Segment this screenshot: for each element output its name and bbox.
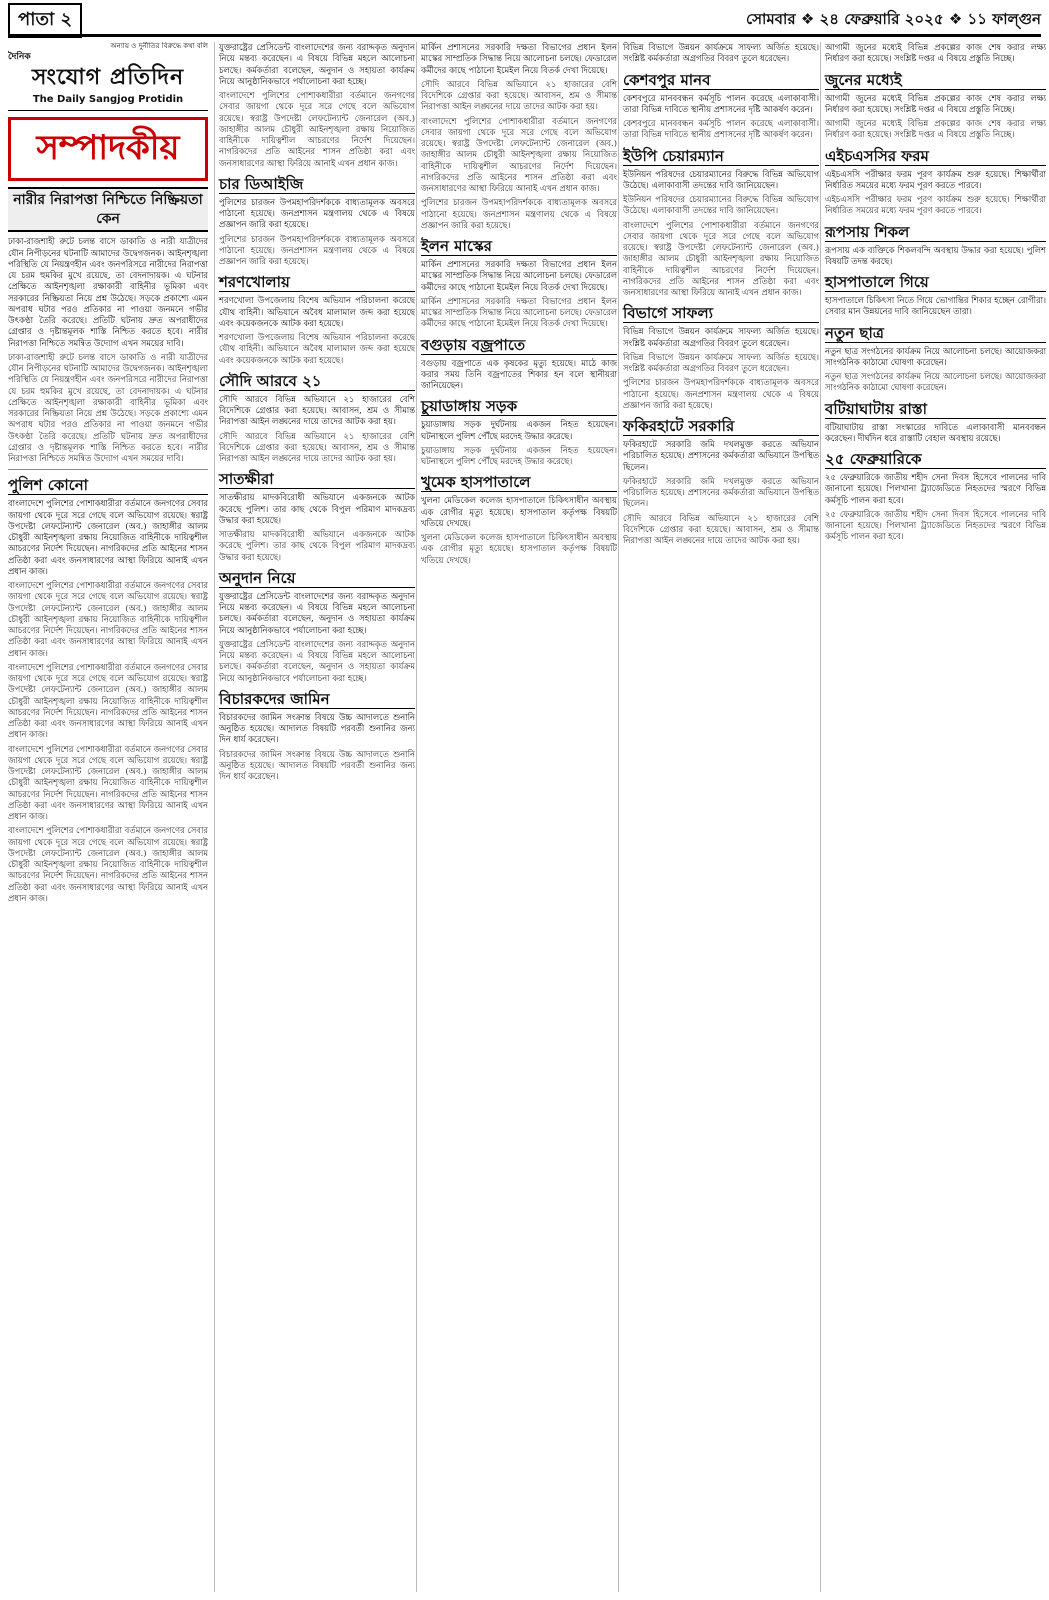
- column-4: [618, 42, 819, 1592]
- article-title: নতুন ছাত্র: [825, 324, 1046, 343]
- editorial-body: ঢাকা-রাজশাহী রুটে চলন্ত বাসে ডাকাতি ও নারী যাত্রীদের যৌন নিপীড়নের ঘটনাটি আমাদের উদ্বেগজনক। আইনশৃঙ্খলা পরিস্থিতি যে নিয়ন্ত্রণহীন এবং জনপরিসরে নারীদের নিরাপত্তা যে চরম হুমকির মুখে রয়েছে, তা বেদনাদায়ক। এ ঘটনার প্রেক্ষিতে আইনশৃঙ্খলা রক্ষাকারী বাহিনীর ভূমিকা এবং সরকারের নিষ্ক্রিয়তা নিয়ে প্রশ্ন উঠেছে। সড়কে প্রকাশ্যে এমন অপরাধ ঘটার পরও প্রতিকার না পাওয়া জনমনে গভীর উৎকণ্ঠা তৈরি করেছে। প্রতিটি ঘটনায় দ্রুত অপরাধীদের গ্রেপ্তার ও দৃষ্টান্তমূলক শাস্তি নিশ্চিত করতে হবে। নারীর নিরাপত্তা নিশ্চিতে সমন্বিত উদ্যোগ এখন সময়ের দাবি।: [8, 351, 208, 464]
- article-title: ফকিরহাটে সরকারি: [623, 417, 819, 436]
- columns: [8, 42, 1046, 1592]
- divider: [8, 469, 208, 470]
- article-title: অনুদান নিয়ে: [219, 569, 415, 588]
- article-body: মার্কিন প্রশাসনের সরকারি দক্ষতা বিভাগের প্রধান ইলন মাস্কের সাম্প্রতিক সিদ্ধান্ত নিয়ে আলোচনা চলছে। ফেডারেল কর্মীদের কাছে পাঠানো ইমেইল নিয়ে বিতর্ক দেখা দিয়েছে।: [421, 259, 617, 292]
- article-body: ২৫ ফেব্রুয়ারিকে জাতীয় শহীদ সেনা দিবস হিসেবে পালনের দাবি জানানো হয়েছে। পিলখানা ট্র্যাজেডিতে নিহতদের স্মরণে বিভিন্ন কর্মসূচি পালন করা হবে।: [825, 508, 1046, 542]
- article-body: নতুন ছাত্র সংগঠনের কার্যক্রম নিয়ে আলোচনা চলছে। আয়োজকরা সাংগঠনিক কাঠামো ঘোষণা করেছেন।: [825, 345, 1046, 367]
- article-body: শরণখোলা উপজেলায় বিশেষ অভিযান পরিচালনা করেছে যৌথ বাহিনী। অভিযানে অবৈধ মালামাল জব্দ করা হয়েছে এবং কয়েকজনকে আটক করা হয়েছে।: [219, 295, 415, 328]
- article-body: সৌদি আরবে বিভিন্ন অভিযানে ২১ হাজারের বেশি বিদেশিকে গ্রেপ্তার করা হয়েছে। আবাসন, শ্রম ও সীমান্ত নিরাপত্তা আইন লঙ্ঘনের দায়ে তাদের আটক করা হয়।: [421, 78, 617, 112]
- article-title: চুয়াডাঙ্গায় সড়ক: [421, 397, 617, 416]
- masthead-name: সংযোগ প্রতিদিন: [31, 64, 185, 91]
- column-5: [820, 42, 1046, 1592]
- article-title: সৌদি আরবে ২১: [219, 372, 415, 391]
- column-2: [214, 42, 415, 1592]
- article-title: চার ডিআইজি: [219, 175, 415, 194]
- article-body: মার্কিন প্রশাসনের সরকারি দক্ষতা বিভাগের প্রধান ইলন মাস্কের সাম্প্রতিক সিদ্ধান্ত নিয়ে আলোচনা চলছে। ফেডারেল কর্মীদের কাছে পাঠানো ইমেইল নিয়ে বিতর্ক দেখা দিয়েছে।: [421, 42, 617, 75]
- article-body: যুক্তরাষ্ট্রের প্রেসিডেন্ট বাংলাদেশের জন্য বরাদ্দকৃত অনুদান নিয়ে মন্তব্য করেছেন। এ বিষয়ে বিভিন্ন মহলে আলোচনা চলছে। কর্মকর্তারা বলেছেন, অনুদান ও সহায়তা কার্যক্রম নিয়ে আনুষ্ঠানিকভাবে পর্যালোচনা করা হচ্ছে।: [219, 638, 415, 683]
- article-body: ইউনিয়ন পরিষদের চেয়ারম্যানের বিরুদ্ধে বিভিন্ন অভিযোগ উঠেছে। এলাকাবাসী তদন্তের দাবি জানিয়েছেন।: [623, 194, 819, 216]
- article-body: সাতক্ষীরায় মাদকবিরোধী অভিযানে একজনকে আটক করেছে পুলিশ। তার কাছ থেকে বিপুল পরিমাণ মাদকদ্রব্য উদ্ধার করা হয়েছে।: [219, 492, 415, 525]
- article-body: মার্কিন প্রশাসনের সরকারি দক্ষতা বিভাগের প্রধান ইলন মাস্কের সাম্প্রতিক সিদ্ধান্ত নিয়ে আলোচনা চলছে। ফেডারেল কর্মীদের কাছে পাঠানো ইমেইল নিয়ে বিতর্ক দেখা দিয়েছে।: [421, 295, 617, 329]
- article-title: ইলন মাস্কের: [421, 237, 617, 256]
- article-title: খুমেক হাসপাতালে: [421, 473, 617, 492]
- article-body: এইচএসসি পরীক্ষার ফরম পূরণ কার্যক্রম শুরু হয়েছে। শিক্ষার্থীরা নির্ধারিত সময়ের মধ্যে ফরম পূরণ করতে পারবে।: [825, 194, 1046, 216]
- editorial-body: ঢাকা-রাজশাহী রুটে চলন্ত বাসে ডাকাতি ও নারী যাত্রীদের যৌন নিপীড়নের ঘটনাটি আমাদের উদ্বেগজনক। আইনশৃঙ্খলা পরিস্থিতি যে নিয়ন্ত্রণহীন এবং জনপরিসরে নারীদের নিরাপত্তা যে চরম হুমকির মুখে রয়েছে, তা বেদনাদায়ক। এ ঘটনার প্রেক্ষিতে আইনশৃঙ্খলা রক্ষাকারী বাহিনীর ভূমিকা এবং সরকারের নিষ্ক্রিয়তা নিয়ে প্রশ্ন উঠেছে। সড়কে প্রকাশ্যে এমন অপরাধ ঘটার পরও প্রতিকার না পাওয়া জনমনে গভীর উৎকণ্ঠা তৈরি করেছে। প্রতিটি ঘটনায় দ্রুত অপরাধীদের গ্রেপ্তার ও দৃষ্টান্তমূলক শাস্তি নিশ্চিত করতে হবে। নারীর নিরাপত্তা নিশ্চিতে সমন্বিত উদ্যোগ এখন সময়ের দাবি।: [8, 236, 208, 348]
- column-3: [416, 42, 617, 1592]
- article-title: বিভাগে সাফল্য: [623, 304, 819, 323]
- page-header: [8, 6, 1041, 37]
- masthead-english: The Daily Sangjog Protidin: [32, 93, 184, 105]
- article-body: ইউনিয়ন পরিষদের চেয়ারম্যানের বিরুদ্ধে বিভিন্ন অভিযোগ উঠেছে। এলাকাবাসী তদন্তের দাবি জানিয়েছেন।: [623, 168, 819, 190]
- article-body: বিভিন্ন বিভাগে উন্নয়ন কার্যক্রমে সাফল্য অর্জিত হয়েছে। সংশ্লিষ্ট কর্মকর্তারা অগ্রগতির বিবরণ তুলে ধরেছেন।: [623, 326, 819, 348]
- article-body: আগামী জুনের মধ্যেই বিভিন্ন প্রকল্পের কাজ শেষ করার লক্ষ্য নির্ধারণ করা হয়েছে। সংশ্লিষ্ট দপ্তর এ বিষয়ে প্রস্তুতি নিচ্ছে।: [825, 118, 1046, 140]
- article-title: ২৫ ফেব্রুয়ারিকে: [825, 450, 1046, 469]
- article-title: রূপসায় শিকল: [825, 223, 1046, 242]
- article-body: ২৫ ফেব্রুয়ারিকে জাতীয় শহীদ সেনা দিবস হিসেবে পালনের দাবি জানানো হয়েছে। পিলখানা ট্র্যাজেডিতে নিহতদের স্মরণে বিভিন্ন কর্মসূচি পালন করা হবে।: [825, 472, 1046, 505]
- article-body: ফকিরহাটে সরকারি জমি দখলমুক্ত করতে অভিযান পরিচালিত হয়েছে। প্রশাসনের কর্মকর্তারা অভিযানে উপস্থিত ছিলেন।: [623, 475, 819, 509]
- article-body: সাতক্ষীরায় মাদকবিরোধী অভিযানে একজনকে আটক করেছে পুলিশ। তার কাছ থেকে বিপুল পরিমাণ মাদকদ্রব্য উদ্ধার করা হয়েছে।: [219, 529, 415, 562]
- article-body: বাংলাদেশে পুলিশের পোশাকধারীরা বর্তমানে জনগণের সেবার জায়গা থেকে দূরে সরে গেছে বলে অভিযোগ রয়েছে। স্বরাষ্ট্র উপদেষ্টা লেফটেন্যান্ট জেনারেল (অব.) জাহাঙ্গীর আলম চৌধুরী আইনশৃঙ্খলা রক্ষায় নিয়োজিত বাহিনীকে দায়িত্বশীল আচরণের নির্দেশ দিয়েছেন। নাগরিকদের প্রতি আইনের শাসন প্রতিষ্ঠা করা এবং জনসাধারণের আস্থা ফিরিয়ে আনাই এখন প্রধান কাজ।: [8, 580, 208, 658]
- article-title: বিচারকদের জামিন: [219, 690, 415, 709]
- column-1: [8, 42, 208, 1592]
- article-title: সাতক্ষীরা: [219, 470, 415, 489]
- article-body: বগুড়ায় বজ্রপাতে এক কৃষকের মৃত্যু হয়েছে। মাঠে কাজ করার সময় তিনি বজ্রপাতের শিকার হন বলে স্থানীয়রা জানিয়েছেন।: [421, 357, 617, 390]
- article-body: বাংলাদেশে পুলিশের পোশাকধারীরা বর্তমানে জনগণের সেবার জায়গা থেকে দূরে সরে গেছে বলে অভিযোগ রয়েছে। স্বরাষ্ট্র উপদেষ্টা লেফটেন্যান্ট জেনারেল (অব.) জাহাঙ্গীর আলম চৌধুরী আইনশৃঙ্খলা রক্ষায় নিয়োজিত বাহিনীকে দায়িত্বশীল আচরণের নির্দেশ দিয়েছেন। নাগরিকদের প্রতি আইনের শাসন প্রতিষ্ঠা করা এবং জনসাধারণের আস্থা ফিরিয়ে আনাই এখন প্রধান কাজ।: [623, 219, 819, 297]
- article-body: বিভিন্ন বিভাগে উন্নয়ন কার্যক্রমে সাফল্য অর্জিত হয়েছে। সংশ্লিষ্ট কর্মকর্তারা অগ্রগতির বিবরণ তুলে ধরেছেন।: [623, 351, 819, 373]
- article-title: এইচএসসির ফরম: [825, 147, 1046, 166]
- article-body: সৌদি আরবে বিভিন্ন অভিযানে ২১ হাজারের বেশি বিদেশিকে গ্রেপ্তার করা হয়েছে। আবাসন, শ্রম ও সীমান্ত নিরাপত্তা আইন লঙ্ঘনের দায়ে তাদের আটক করা হয়।: [219, 393, 415, 427]
- article-body: যুক্তরাষ্ট্রের প্রেসিডেন্ট বাংলাদেশের জন্য বরাদ্দকৃত অনুদান নিয়ে মন্তব্য করেছেন। এ বিষয়ে বিভিন্ন মহলে আলোচনা চলছে। কর্মকর্তারা বলেছেন, অনুদান ও সহায়তা কার্যক্রম নিয়ে আনুষ্ঠানিকভাবে পর্যালোচনা করা হচ্ছে।: [219, 590, 415, 635]
- article-body: চুয়াডাঙ্গায় সড়ক দুর্ঘটনায় একজন নিহত হয়েছেন। ঘটনাস্থলে পুলিশ পৌঁছে মরদেহ উদ্ধার করেছে।: [421, 444, 617, 466]
- article-body: রূপসায় এক ব্যক্তিকে শিকলবন্দি অবস্থায় উদ্ধার করা হয়েছে। পুলিশ বিষয়টি তদন্ত করছে।: [825, 244, 1046, 266]
- masthead-tagline: অন্যায় ও দুর্নীতির বিরুদ্ধে কথা বলি: [110, 42, 208, 50]
- article-body: পুলিশের চারজন উপমহাপরিদর্শককে বাধ্যতামূলক অবসরে পাঠানো হয়েছে। জনপ্রশাসন মন্ত্রণালয় থেকে এ বিষয়ে প্রজ্ঞাপন জারি করা হয়েছে।: [219, 233, 415, 266]
- article-body: সৌদি আরবে বিভিন্ন অভিযানে ২১ হাজারের বেশি বিদেশিকে গ্রেপ্তার করা হয়েছে। আবাসন, শ্রম ও সীমান্ত নিরাপত্তা আইন লঙ্ঘনের দায়ে তাদের আটক করা হয়।: [623, 512, 819, 545]
- article-body: কেশবপুরে মানববন্ধন কর্মসূচি পালন করেছে এলাকাবাসী। তারা বিভিন্ন দাবিতে স্থানীয় প্রশাসনের দৃষ্টি আকর্ষণ করেন।: [623, 118, 819, 140]
- article-title: শরণখোলায়: [219, 273, 415, 292]
- article-title: হাসপাতালে গিয়ে: [825, 273, 1046, 292]
- article-body: পুলিশের চারজন উপমহাপরিদর্শককে বাধ্যতামূলক অবসরে পাঠানো হয়েছে। জনপ্রশাসন মন্ত্রণালয় থেকে এ বিষয়ে প্রজ্ঞাপন জারি করা হয়েছে।: [421, 197, 617, 230]
- article-body: চুয়াডাঙ্গায় সড়ক দুর্ঘটনায় একজন নিহত হয়েছেন। ঘটনাস্থলে পুলিশ পৌঁছে মরদেহ উদ্ধার করেছে।: [421, 419, 617, 441]
- article-title: কেশবপুর মানব: [623, 71, 819, 90]
- editorial-banner: সম্পাদকীয়: [8, 117, 208, 181]
- article-body: আগামী জুনের মধ্যেই বিভিন্ন প্রকল্পের কাজ শেষ করার লক্ষ্য নির্ধারণ করা হয়েছে। সংশ্লিষ্ট দপ্তর এ বিষয়ে প্রস্তুতি নিচ্ছে।: [825, 92, 1046, 114]
- article-body: এইচএসসি পরীক্ষার ফরম পূরণ কার্যক্রম শুরু হয়েছে। শিক্ষার্থীরা নির্ধারিত সময়ের মধ্যে ফরম পূরণ করতে পারবে।: [825, 168, 1046, 190]
- article-body: আগামী জুনের মধ্যেই বিভিন্ন প্রকল্পের কাজ শেষ করার লক্ষ্য নির্ধারণ করা হয়েছে। সংশ্লিষ্ট দপ্তর এ বিষয়ে প্রস্তুতি নিচ্ছে।: [825, 42, 1046, 64]
- article-body: হাসপাতালে চিকিৎসা নিতে গিয়ে ভোগান্তির শিকার হচ্ছেন রোগীরা। সেবার মান উন্নয়নের দাবি জানিয়েছেন তারা।: [825, 295, 1046, 317]
- article-body: নতুন ছাত্র সংগঠনের কার্যক্রম নিয়ে আলোচনা চলছে। আয়োজকরা সাংগঠনিক কাঠামো ঘোষণা করেছেন।: [825, 371, 1046, 393]
- article-body: বাংলাদেশে পুলিশের পোশাকধারীরা বর্তমানে জনগণের সেবার জায়গা থেকে দূরে সরে গেছে বলে অভিযোগ রয়েছে। স্বরাষ্ট্র উপদেষ্টা লেফটেন্যান্ট জেনারেল (অব.) জাহাঙ্গীর আলম চৌধুরী আইনশৃঙ্খলা রক্ষায় নিয়োজিত বাহিনীকে দায়িত্বশীল আচরণের নির্দেশ দিয়েছেন। নাগরিকদের প্রতি আইনের শাসন প্রতিষ্ঠা করা এবং জনসাধারণের আস্থা ফিরিয়ে আনাই এখন প্রধান কাজ।: [8, 743, 208, 822]
- article-body: বাংলাদেশে পুলিশের পোশাকধারীরা বর্তমানে জনগণের সেবার জায়গা থেকে দূরে সরে গেছে বলে অভিযোগ রয়েছে। স্বরাষ্ট্র উপদেষ্টা লেফটেন্যান্ট জেনারেল (অব.) জাহাঙ্গীর আলম চৌধুরী আইনশৃঙ্খলা রক্ষায় নিয়োজিত বাহিনীকে দায়িত্বশীল আচরণের নির্দেশ দিয়েছেন। নাগরিকদের প্রতি আইনের শাসন প্রতিষ্ঠা করা এবং জনসাধারণের আস্থা ফিরিয়ে আনাই এখন প্রধান কাজ।: [8, 661, 208, 740]
- article-title: বটিয়াঘাটায় রাস্তা: [825, 400, 1046, 419]
- article-body: যুক্তরাষ্ট্রের প্রেসিডেন্ট বাংলাদেশের জন্য বরাদ্দকৃত অনুদান নিয়ে মন্তব্য করেছেন। এ বিষয়ে বিভিন্ন মহলে আলোচনা চলছে। কর্মকর্তারা বলেছেন, অনুদান ও সহায়তা কার্যক্রম নিয়ে আনুষ্ঠানিকভাবে পর্যালোচনা করা হচ্ছে।: [219, 42, 415, 86]
- article-body: খুলনা মেডিকেল কলেজ হাসপাতালে চিকিৎসাধীন অবস্থায় এক রোগীর মৃত্যু হয়েছে। হাসপাতাল কর্তৃপক্ষ বিষয়টি খতিয়ে দেখছে।: [421, 532, 617, 565]
- editorial-headline: নারীর নিরাপত্তা নিশ্চিতে নিষ্ক্রিয়তা কেন: [8, 187, 208, 233]
- article-title: ইউপি চেয়ারম্যান: [623, 147, 819, 166]
- article-body: শরণখোলা উপজেলায় বিশেষ অভিযান পরিচালনা করেছে যৌথ বাহিনী। অভিযানে অবৈধ মালামাল জব্দ করা হয়েছে এবং কয়েকজনকে আটক করা হয়েছে।: [219, 332, 415, 365]
- article-body: বিচারকদের জামিন সংক্রান্ত বিষয়ে উচ্চ আদালতে শুনানি অনুষ্ঠিত হয়েছে। আদালত বিষয়টি পরবর্তী শুনানির জন্য দিন ধার্য করেছেন।: [219, 748, 415, 781]
- article-body: বাংলাদেশে পুলিশের পোশাকধারীরা বর্তমানে জনগণের সেবার জায়গা থেকে দূরে সরে গেছে বলে অভিযোগ রয়েছে। স্বরাষ্ট্র উপদেষ্টা লেফটেন্যান্ট জেনারেল (অব.) জাহাঙ্গীর আলম চৌধুরী আইনশৃঙ্খলা রক্ষায় নিয়োজিত বাহিনীকে দায়িত্বশীল আচরণের নির্দেশ দিয়েছেন। নাগরিকদের প্রতি আইনের শাসন প্রতিষ্ঠা করা এবং জনসাধারণের আস্থা ফিরিয়ে আনাই এখন প্রধান কাজ।: [421, 115, 617, 193]
- article-title: বগুড়ায় বজ্রপাতে: [421, 336, 617, 355]
- article-body: ফকিরহাটে সরকারি জমি দখলমুক্ত করতে অভিযান পরিচালিত হয়েছে। প্রশাসনের কর্মকর্তারা অভিযানে উপস্থিত ছিলেন।: [623, 439, 819, 472]
- article-body: বাংলাদেশে পুলিশের পোশাকধারীরা বর্তমানে জনগণের সেবার জায়গা থেকে দূরে সরে গেছে বলে অভিযোগ রয়েছে। স্বরাষ্ট্র উপদেষ্টা লেফটেন্যান্ট জেনারেল (অব.) জাহাঙ্গীর আলম চৌধুরী আইনশৃঙ্খলা রক্ষায় নিয়োজিত বাহিনীকে দায়িত্বশীল আচরণের নির্দেশ দিয়েছেন। নাগরিকদের প্রতি আইনের শাসন প্রতিষ্ঠা করা এবং জনসাধারণের আস্থা ফিরিয়ে আনাই এখন প্রধান কাজ।: [219, 90, 415, 168]
- article-title: পুলিশ কোনো: [8, 476, 208, 495]
- article-body: বাংলাদেশে পুলিশের পোশাকধারীরা বর্তমানে জনগণের সেবার জায়গা থেকে দূরে সরে গেছে বলে অভিযোগ রয়েছে। স্বরাষ্ট্র উপদেষ্টা লেফটেন্যান্ট জেনারেল (অব.) জাহাঙ্গীর আলম চৌধুরী আইনশৃঙ্খলা রক্ষায় নিয়োজিত বাহিনীকে দায়িত্বশীল আচরণের নির্দেশ দিয়েছেন। নাগরিকদের প্রতি আইনের শাসন প্রতিষ্ঠা করা এবং জনসাধারণের আস্থা ফিরিয়ে আনাই এখন প্রধান কাজ।: [8, 498, 208, 576]
- date-line: সোমবার ❖ ২৪ ফেব্রুয়ারি ২০২৫ ❖ ১১ ফাল্গুন: [745, 9, 1041, 28]
- article-body: বিভিন্ন বিভাগে উন্নয়ন কার্যক্রমে সাফল্য অর্জিত হয়েছে। সংশ্লিষ্ট কর্মকর্তারা অগ্রগতির বিবরণ তুলে ধরেছেন।: [623, 42, 819, 64]
- article-body: বিচারকদের জামিন সংক্রান্ত বিষয়ে উচ্চ আদালতে শুনানি অনুষ্ঠিত হয়েছে। আদালত বিষয়টি পরবর্তী শুনানির জন্য দিন ধার্য করেছেন।: [219, 711, 415, 745]
- article-body: কেশবপুরে মানববন্ধন কর্মসূচি পালন করেছে এলাকাবাসী। তারা বিভিন্ন দাবিতে স্থানীয় প্রশাসনের দৃষ্টি আকর্ষণ করেন।: [623, 92, 819, 114]
- article-body: বটিয়াঘাটায় রাস্তা সংস্কারের দাবিতে এলাকাবাসী মানববন্ধন করেছেন। দীর্ঘদিন ধরে রাস্তাটি বেহাল অবস্থায় রয়েছে।: [825, 421, 1046, 443]
- article-body: পুলিশের চারজন উপমহাপরিদর্শককে বাধ্যতামূলক অবসরে পাঠানো হয়েছে। জনপ্রশাসন মন্ত্রণালয় থেকে এ বিষয়ে প্রজ্ঞাপন জারি করা হয়েছে।: [623, 377, 819, 410]
- article-body: সৌদি আরবে বিভিন্ন অভিযানে ২১ হাজারের বেশি বিদেশিকে গ্রেপ্তার করা হয়েছে। আবাসন, শ্রম ও সীমান্ত নিরাপত্তা আইন লঙ্ঘনের দায়ে তাদের আটক করা হয়।: [219, 430, 415, 463]
- article-title: জুনের মধ্যেই: [825, 71, 1046, 90]
- masthead-prefix: দৈনিক: [8, 52, 31, 63]
- article-body: পুলিশের চারজন উপমহাপরিদর্শককে বাধ্যতামূলক অবসরে পাঠানো হয়েছে। জনপ্রশাসন মন্ত্রণালয় থেকে এ বিষয়ে প্রজ্ঞাপন জারি করা হয়েছে।: [219, 196, 415, 230]
- article-body: খুলনা মেডিকেল কলেজ হাসপাতালে চিকিৎসাধীন অবস্থায় এক রোগীর মৃত্যু হয়েছে। হাসপাতাল কর্তৃপক্ষ বিষয়টি খতিয়ে দেখছে।: [421, 495, 617, 528]
- page-number: পাতা ২: [8, 3, 82, 38]
- masthead: [8, 42, 208, 111]
- article-body: বাংলাদেশে পুলিশের পোশাকধারীরা বর্তমানে জনগণের সেবার জায়গা থেকে দূরে সরে গেছে বলে অভিযোগ রয়েছে। স্বরাষ্ট্র উপদেষ্টা লেফটেন্যান্ট জেনারেল (অব.) জাহাঙ্গীর আলম চৌধুরী আইনশৃঙ্খলা রক্ষায় নিয়োজিত বাহিনীকে দায়িত্বশীল আচরণের নির্দেশ দিয়েছেন। নাগরিকদের প্রতি আইনের শাসন প্রতিষ্ঠা করা এবং জনসাধারণের আস্থা ফিরিয়ে আনাই এখন প্রধান কাজ।: [8, 825, 208, 903]
